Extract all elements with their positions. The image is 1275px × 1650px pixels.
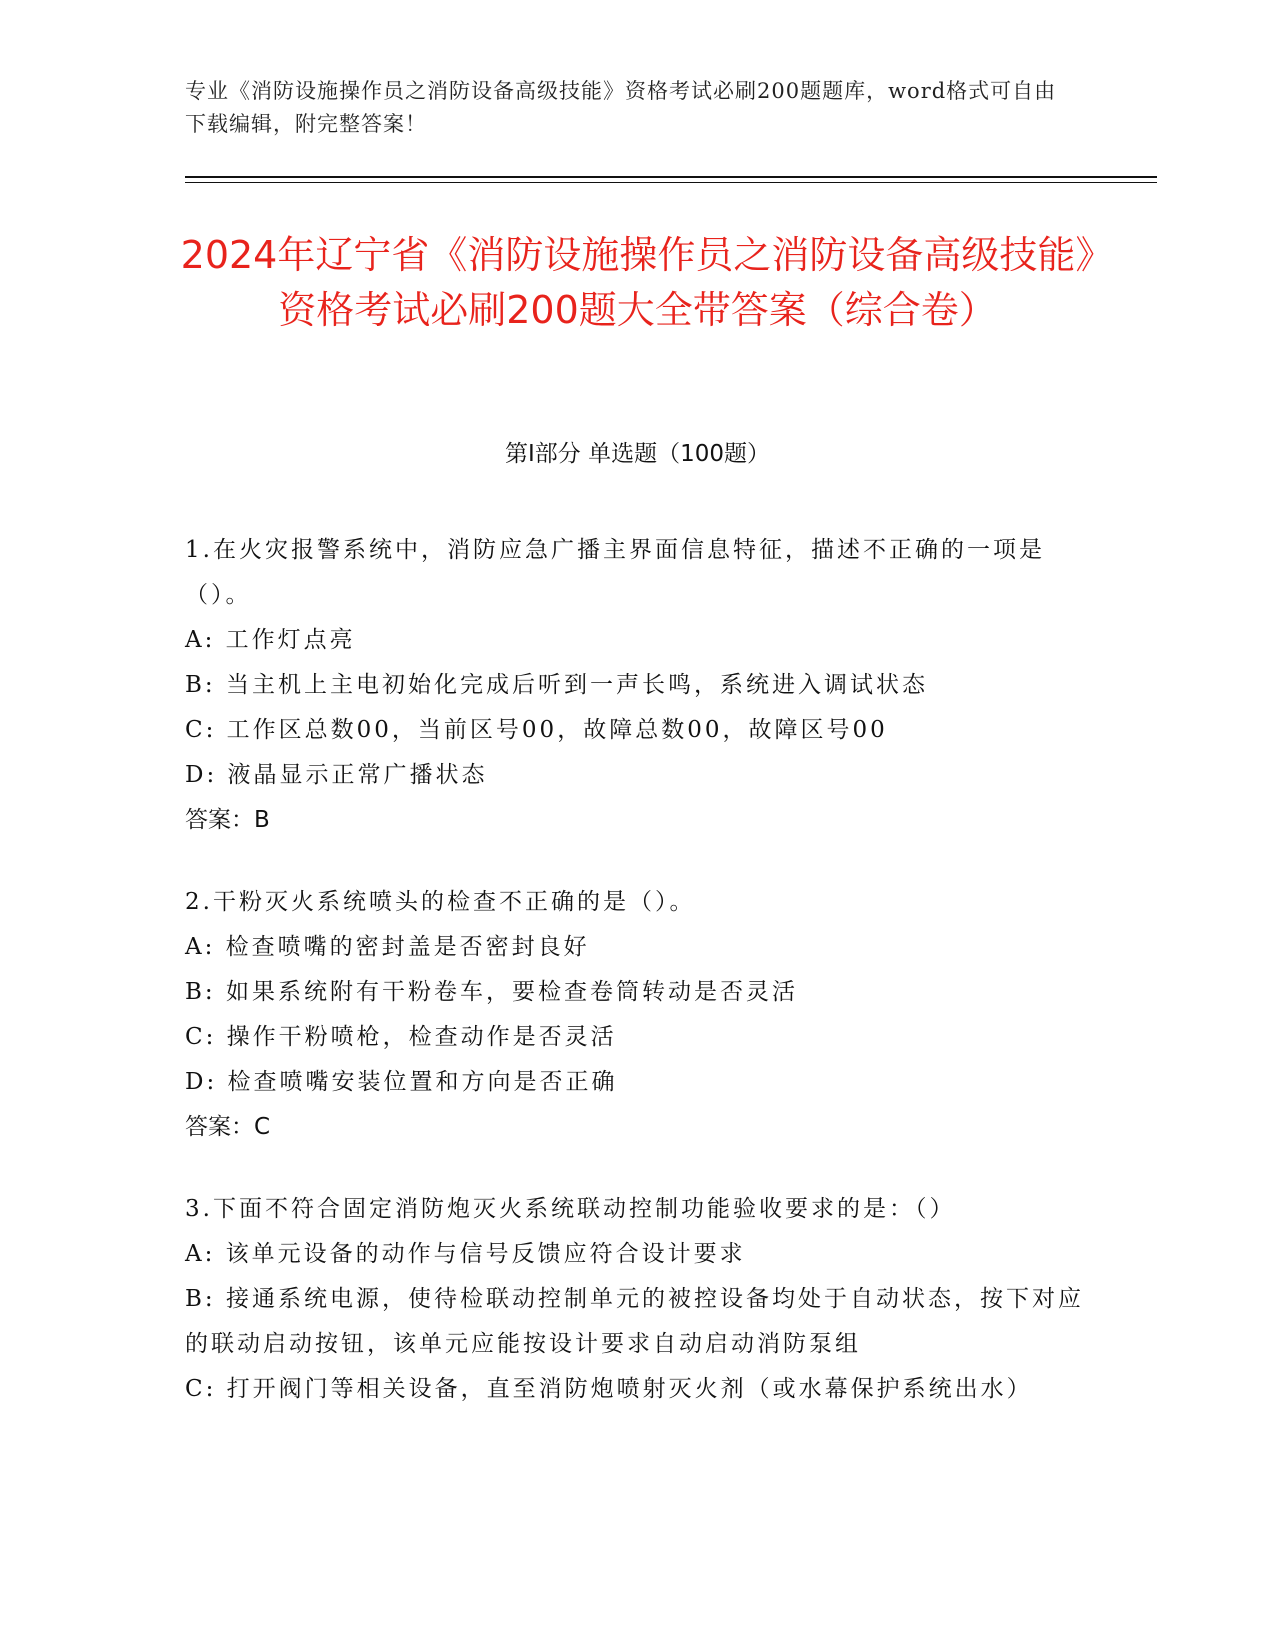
option-d: D: 检查喷嘴安装位置和方向是否正确 — [185, 1069, 618, 1095]
question-stem: 2.干粉灭火系统喷头的检查不正确的是（）。 — [185, 889, 696, 915]
option-c: C: 操作干粉喷枪，检查动作是否灵活 — [185, 1024, 617, 1050]
option-a: A: 工作灯点亮 — [185, 627, 356, 653]
question-list — [185, 528, 1085, 1449]
answer: 答案：B — [185, 807, 270, 833]
header-divider-thick — [185, 176, 1157, 178]
question-stem: 3.下面不符合固定消防炮灭火系统联动控制功能验收要求的是：（） — [185, 1196, 956, 1222]
option-d: D: 液晶显示正常广播状态 — [185, 762, 488, 788]
answer: 答案：C — [185, 1114, 271, 1140]
question-stem: 1.在火灾报警系统中，消防应急广播主界面信息特征，描述不正确的一项是（）。 — [185, 537, 1045, 608]
question-1 — [185, 528, 1085, 843]
header-divider-thin — [185, 182, 1157, 183]
document-title: 2024年辽宁省《消防设施操作员之消防设备高级技能》资格考试必刷200题大全带答案（综合卷） — [180, 233, 1095, 332]
option-c: C: 打开阀门等相关设备，直至消防炮喷射灭火剂（或水幕保护系统出水） — [185, 1376, 1033, 1402]
question-3 — [185, 1187, 1085, 1412]
option-a: A: 该单元设备的动作与信号反馈应符合设计要求 — [185, 1241, 746, 1267]
option-c: C: 工作区总数00，当前区号00，故障总数00，故障区号00 — [185, 717, 888, 743]
option-a: A: 检查喷嘴的密封盖是否密封良好 — [185, 934, 590, 960]
section-title: 第I部分 单选题（100题） — [505, 441, 770, 467]
option-b: B: 如果系统附有干粉卷车，要检查卷筒转动是否灵活 — [185, 979, 798, 1005]
option-b: B: 当主机上主电初始化完成后听到一声长鸣，系统进入调试状态 — [185, 672, 928, 698]
option-b: B: 接通系统电源，使待检联动控制单元的被控设备均处于自动状态，按下对应的联动启动按钮，该单元应能按设计要求自动启动消防泵组 — [185, 1286, 1084, 1357]
question-2 — [185, 880, 1085, 1150]
header-note: 专业《消防设施操作员之消防设备高级技能》资格考试必刷200题题库，word格式可自由下载编辑，附完整答案！ — [185, 79, 1057, 136]
